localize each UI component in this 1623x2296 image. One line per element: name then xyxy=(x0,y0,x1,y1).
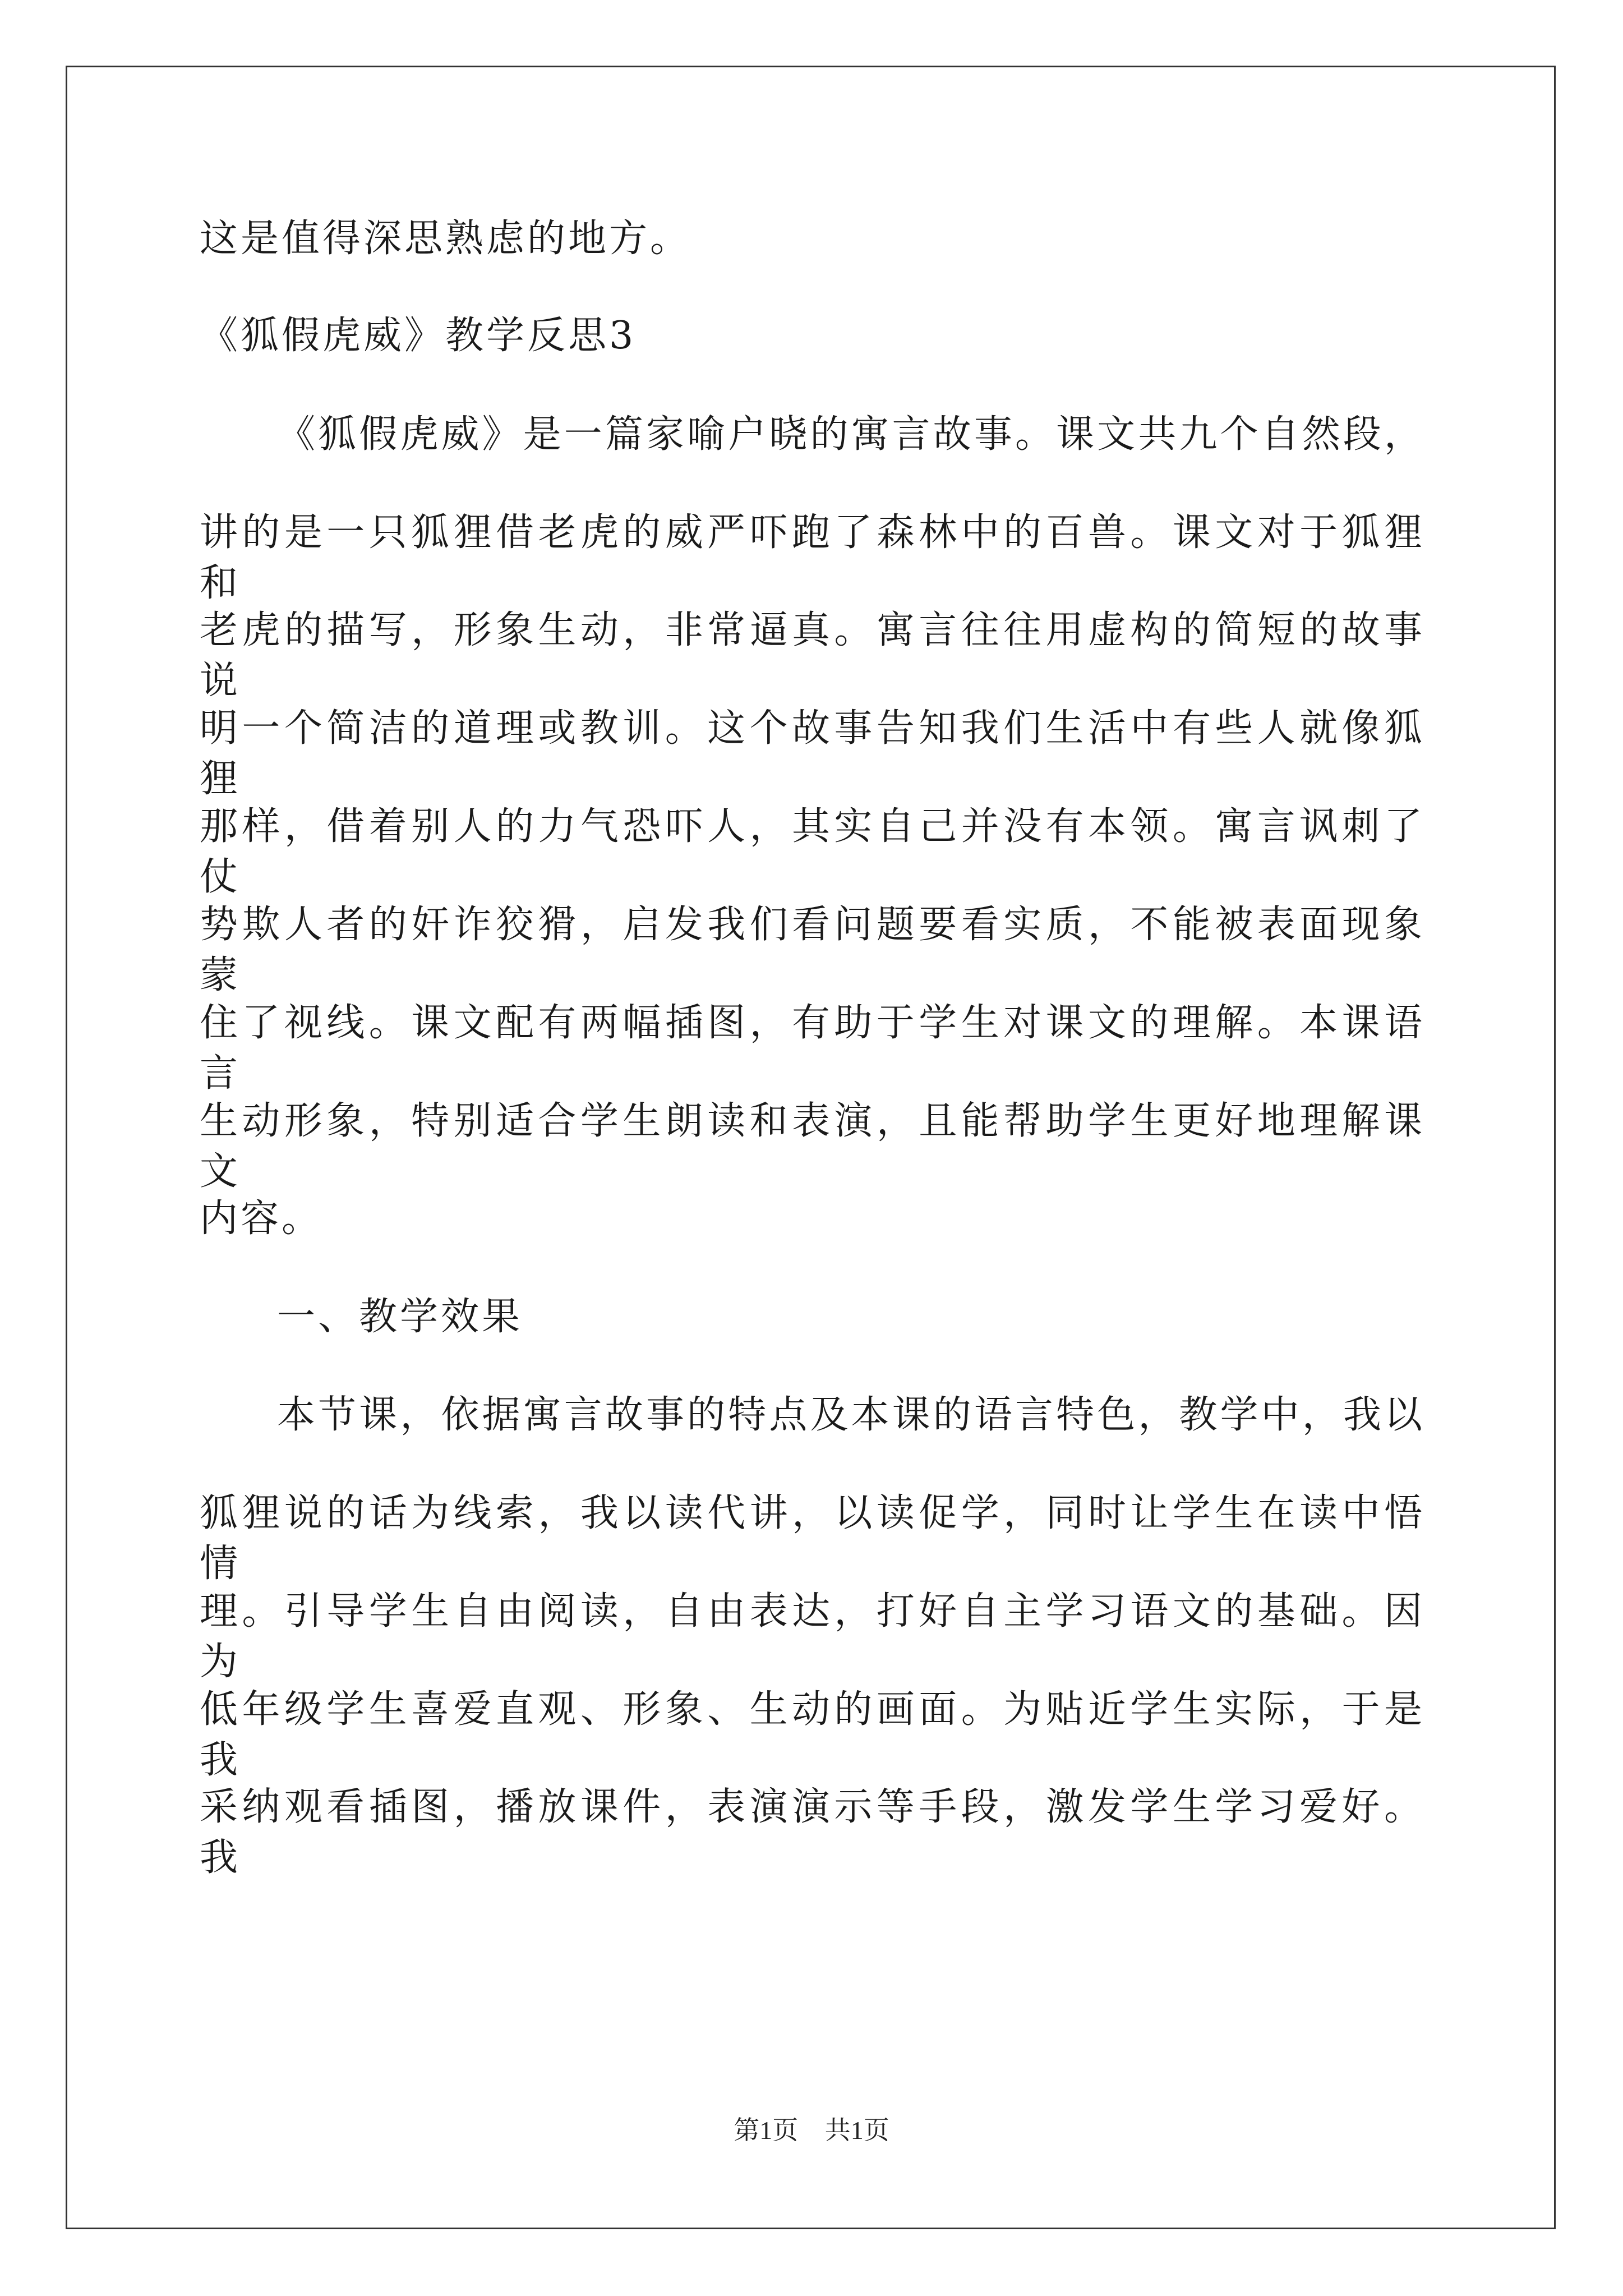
text-line: 《狐假虎威》是一篇家喻户晓的寓言故事。课文共九个自然段， xyxy=(277,412,1425,457)
text-line: 狐狸说的话为线索，我以读代讲，以读促学，同时让学生在读中悟情 xyxy=(200,1491,1425,1586)
text-line: 明一个简洁的道理或教训。这个故事告知我们生活中有些人就像狐狸 xyxy=(200,706,1425,801)
text-line: 低年级学生喜爱直观、形象、生动的画面。为贴近学生实际，于是我 xyxy=(200,1687,1425,1782)
section-heading: 《狐假虎威》教学反思3 xyxy=(200,314,637,358)
text-line: 讲的是一只狐狸借老虎的威严吓跑了森林中的百兽。课文对于狐狸和 xyxy=(200,510,1425,605)
text-line: 本节课，依据寓言故事的特点及本课的语言特色，教学中，我以 xyxy=(277,1393,1425,1437)
subsection-heading: 一、教学效果 xyxy=(277,1295,523,1339)
page-footer xyxy=(0,2114,1623,2147)
text-line: 老虎的描写，形象生动，非常逼真。寓言往往用虚构的简短的故事说 xyxy=(200,608,1425,703)
text-line: 理。引导学生自由阅读，自由表达，打好自主学习语文的基础。因为 xyxy=(200,1589,1425,1684)
page-border xyxy=(66,66,1556,2229)
text-line: 生动形象，特别适合学生朗读和表演，且能帮助学生更好地理解课文 xyxy=(200,1099,1425,1194)
text-line: 那样，借着别人的力气恐吓人，其实自己并没有本领。寓言讽刺了仗 xyxy=(200,804,1425,899)
page-total: 共1页 xyxy=(824,2116,889,2145)
text-line: 这是值得深思熟虑的地方。 xyxy=(200,217,691,261)
text-line: 采纳观看插图，播放课件，表演演示等手段，激发学生学习爱好。我 xyxy=(200,1785,1425,1880)
page-number: 第1页 xyxy=(734,2116,799,2145)
text-line: 内容。 xyxy=(200,1197,323,1241)
text-line: 住了视线。课文配有两幅插图，有助于学生对课文的理解。本课语言 xyxy=(200,1001,1425,1096)
text-line: 势欺人者的奸诈狡猾，启发我们看问题要看实质，不能被表面现象蒙 xyxy=(200,903,1425,997)
